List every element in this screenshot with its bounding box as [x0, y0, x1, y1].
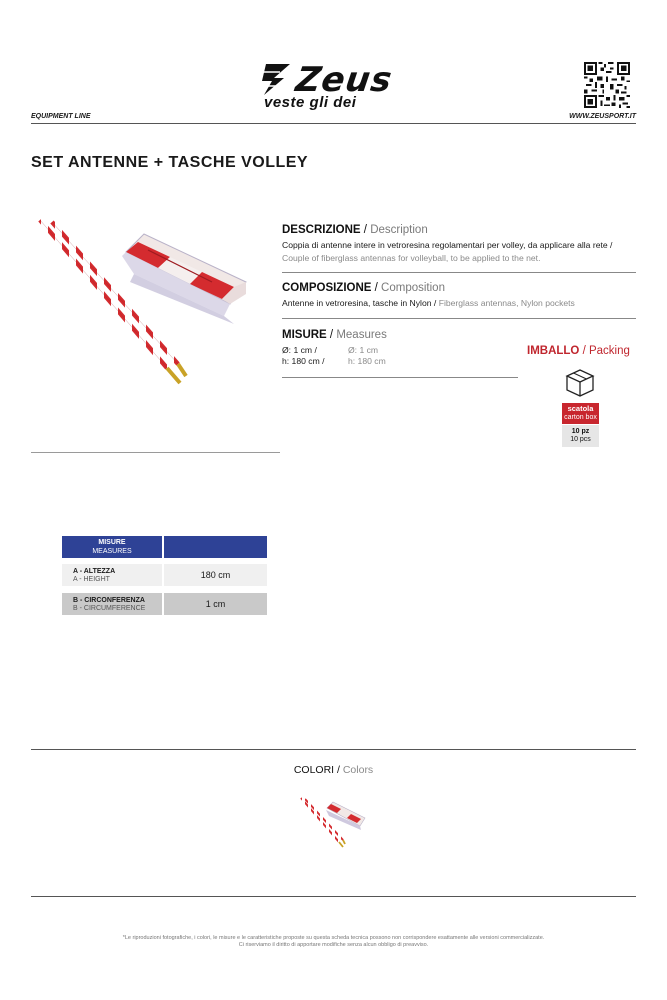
text-separator: / [431, 298, 439, 308]
row-label-it: A - ALTEZZA [73, 568, 116, 575]
packing-qty-en: 10 pcs [570, 436, 591, 443]
packing-type-badge [562, 403, 599, 424]
nylon-pocket-graphic [122, 234, 246, 324]
measures-heading [282, 329, 387, 341]
carton-box-icon [564, 367, 596, 399]
description-text-en: Couple of fiberglass antennas for volleyball, to be applied to the net. [282, 253, 541, 263]
colors-heading [0, 764, 667, 776]
description-heading [282, 224, 428, 236]
image-divider [31, 452, 280, 453]
packing-info [562, 403, 599, 447]
equipment-line-label: EQUIPMENT LINE [31, 113, 91, 120]
measure-value-en: h: 180 cm [348, 356, 386, 366]
brand-name: Zeus [293, 60, 395, 100]
measure-value-it: h: 180 cm / [282, 356, 325, 366]
packing-heading-it: IMBALLO [527, 345, 580, 357]
composition-divider [282, 318, 636, 319]
measure-value-it: Ø: 1 cm / [282, 345, 317, 355]
table-row-value: 1 cm [164, 593, 267, 615]
composition-text [282, 297, 642, 310]
composition-heading-it: COMPOSIZIONE [282, 282, 372, 294]
heading-separator: / [334, 764, 343, 776]
table-row [62, 593, 267, 615]
measures-row [282, 344, 422, 355]
heading-separator: / [371, 282, 382, 294]
disclaimer-line: *Le riproduzioni fotografiche, i colori, le misure e le caratteristiche proposte su questa scheda tecnica possono non corrispondere esattamente alle versioni commercializzate. [122, 935, 545, 941]
table-row [62, 564, 267, 586]
website-link[interactable]: WWW.ZEUSPORT.IT [569, 113, 636, 120]
measures-heading-en: Measures [336, 329, 387, 341]
packing-quantity-badge [562, 425, 599, 447]
disclaimer [0, 935, 667, 949]
product-image[interactable] [34, 212, 254, 392]
measures-heading-it: MISURE [282, 329, 327, 341]
qr-code-icon[interactable] [584, 62, 630, 108]
disclaimer-line: Ci riserviamo il diritto di apportare modifiche senza alcun obbligo di preavviso. [238, 942, 429, 948]
packing-heading [527, 345, 630, 357]
heading-separator: / [579, 345, 589, 357]
table-row-label [62, 593, 162, 615]
packing-qty-it: 10 pz [571, 428, 590, 435]
measures-table-header-en: MEASURES [92, 548, 132, 555]
heading-separator: / [360, 224, 371, 236]
table-row-value: 180 cm [164, 564, 267, 586]
composition-text-it: Antenne in vetroresina, tasche in Nylon [282, 298, 432, 308]
description-text [282, 239, 642, 265]
measures-list [282, 344, 422, 366]
measures-table-header [62, 536, 267, 558]
composition-text-en: Fiberglass antennas, Nylon pockets [438, 298, 575, 308]
colors-heading-it: COLORI [293, 764, 335, 776]
packing-type-it: scatola [567, 404, 594, 413]
colors-bottom-divider [31, 896, 636, 897]
packing-type-en: carton box [564, 414, 597, 421]
colors-heading-en: Colors [342, 764, 374, 776]
heading-separator: / [326, 329, 337, 341]
packing-heading-en: Packing [588, 345, 630, 357]
measures-divider [282, 377, 518, 378]
colors-top-divider [31, 749, 636, 750]
lightning-bolt-icon [260, 62, 294, 96]
row-label-en: B - CIRCUMFERENCE [73, 605, 146, 612]
brand-logo [258, 60, 410, 110]
table-row-label [62, 564, 162, 586]
measures-row [282, 355, 422, 366]
product-title: SET ANTENNE + TASCHE VOLLEY [31, 154, 309, 171]
measures-table-header-blank [164, 536, 267, 558]
composition-heading-en: Composition [381, 282, 445, 294]
brand-tagline: veste gli dei [264, 94, 357, 111]
description-text-it: Coppia di antenne intere in vetroresina regolamentari per volley, da applicare alla rete / [282, 240, 613, 250]
measures-table-header-it: MISURE [98, 539, 126, 546]
description-divider [282, 272, 636, 273]
measure-value-en: Ø: 1 cm [348, 345, 379, 355]
row-label-it: B - CIRCONFERENZA [73, 597, 145, 604]
description-heading-it: DESCRIZIONE [282, 224, 361, 236]
color-swatch-red-white[interactable] [299, 796, 367, 850]
header-divider [31, 123, 636, 124]
description-heading-en: Description [370, 224, 428, 236]
measures-table-header-cell [62, 536, 162, 558]
composition-heading [282, 282, 445, 294]
row-label-en: A - HEIGHT [73, 576, 110, 583]
